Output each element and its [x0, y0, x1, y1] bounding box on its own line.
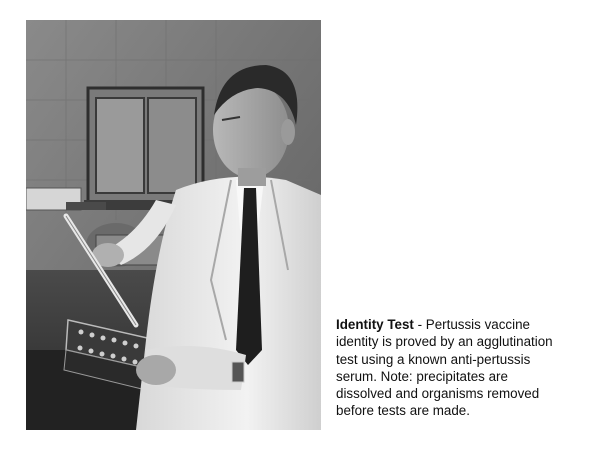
- caption-line: identity is proved by an agglutination: [336, 334, 553, 350]
- caption-line: serum. Note: precipitates are: [336, 368, 508, 384]
- caption-line: before tests are made.: [336, 403, 470, 419]
- caption-separator: -: [413, 317, 426, 332]
- photo-caption: [336, 316, 572, 420]
- caption-title: Identity Test: [336, 317, 414, 332]
- caption-first-line: [336, 316, 572, 333]
- caption-line: test using a known anti-pertussis: [336, 351, 531, 367]
- caption-line: dissolved and organisms removed: [336, 386, 540, 402]
- caption-line: Pertussis vaccine: [425, 317, 530, 332]
- lab-photo-illustration: [26, 20, 321, 430]
- lab-photograph: [26, 20, 321, 430]
